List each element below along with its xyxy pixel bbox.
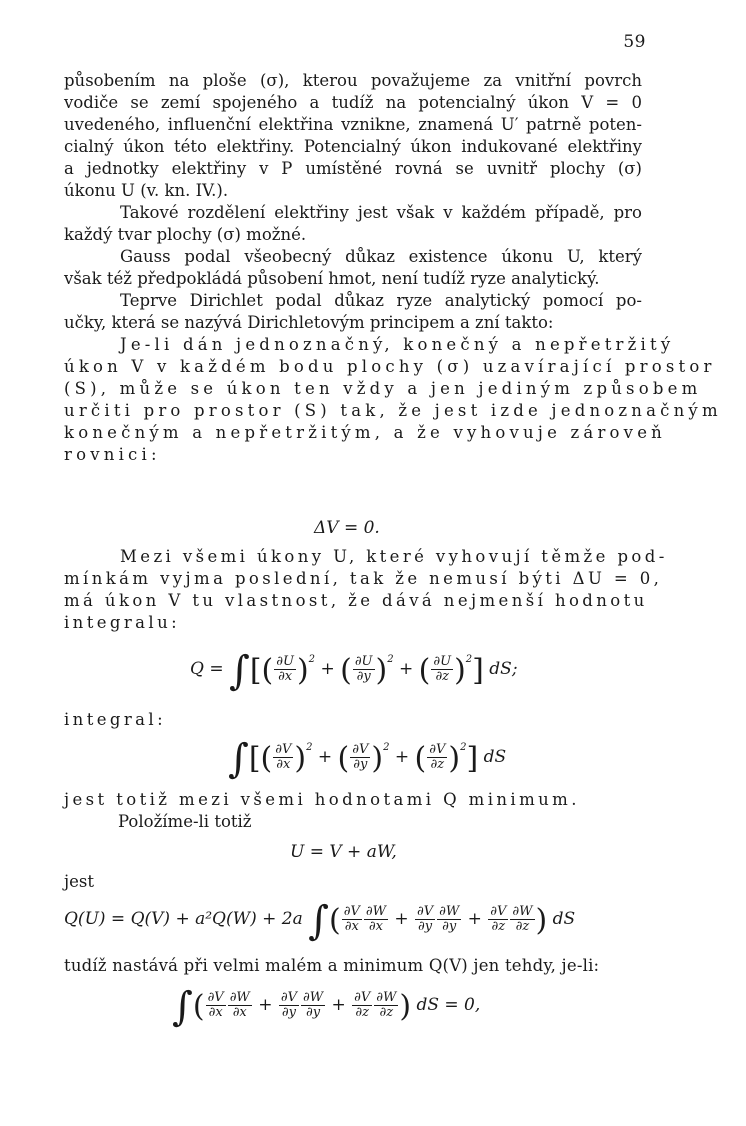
text-line: mínkám vyjma poslední, tak že nemusí býti ΔU = 0, — [64, 569, 663, 588]
page-number: 59 — [623, 32, 646, 52]
equation-variation-condition: ∫( $\frac{\partial V}{\partial x}$ $\frac{\partial W}{\partial x}$ + $\frac{\partial V}{\partial y}$ $\frac{\partial W}{\partial y}$ + $\frac{\partial V}{\partial z}$ $\frac{\partial W}{\partial z}$ ) dS = 0, — [172, 984, 481, 1030]
integral-sign: ∫ — [308, 898, 329, 944]
fraction: $\frac{\partial U}{\partial x}$ — [276, 654, 294, 684]
principle-statement — [64, 334, 722, 466]
text-line: a jednotky elektřiny v P umístěné rovná se uvnitř plochy (σ) — [64, 159, 642, 178]
text-line: má úkon V tu vlastnost, že dává nejmenší hodnotu — [64, 591, 648, 610]
text-line: určiti pro prostor (S) tak, že jest izde jednoznačným — [64, 401, 722, 420]
text-line: vodiče se zemí spojeného a tudíž na potencialný úkon V = 0 — [64, 93, 642, 112]
text-line: však též předpokládá působení hmot, není tudíž ryze analytický. — [64, 269, 600, 288]
fraction: $\frac{\partial V}{\partial y}$ — [280, 990, 297, 1020]
text-line: každý tvar plochy (σ) možné. — [64, 225, 307, 244]
text-line: Teprve Dirichlet podal důkaz ryze analytický pomocí po- — [120, 291, 642, 310]
text-line: Položíme-li totiž — [118, 812, 252, 831]
text-line: konečným a nepřetržitým, a že vyhovuje zároveň — [64, 423, 666, 442]
equation-expansion: Q(U) = Q(V) + a²Q(W) + 2a ∫( $\frac{\partial V}{\partial x}$ $\frac{\partial W}{\partial x}$ + $\frac{\partial V}{\partial y}$ $\frac{\partial W}{\partial y}$ + $\frac{\partial V}{\partial z}$ $\frac{\partial W}{\partial z}$ ) dS — [64, 898, 576, 944]
text-line: úkonu U (v. kn. IV.). — [64, 181, 229, 200]
text-line: (S), může se úkon ten vždy a jen jediným způsobem — [64, 379, 702, 398]
paragraph-4 — [64, 290, 642, 334]
text-line: úkon V v každém bodu plochy (σ) uzavírající prostor — [64, 357, 716, 376]
paragraph-3 — [64, 246, 642, 290]
fraction: $\frac{\partial U}{\partial z}$ — [433, 654, 452, 684]
fraction: $\frac{\partial W}{\partial z}$ — [512, 904, 533, 934]
fraction: $\frac{\partial V}{\partial x}$ — [275, 742, 292, 772]
fraction: $\frac{\partial U}{\partial y}$ — [354, 654, 373, 684]
text-line: Mezi všemi úkony U, které vyhovují těmže pod- — [120, 547, 668, 566]
integral-sign: ∫ — [172, 984, 193, 1030]
fraction: $\frac{\partial W}{\partial y}$ — [439, 904, 460, 934]
fraction: $\frac{\partial V}{\partial z}$ — [354, 990, 371, 1020]
label-integral: integral: — [64, 710, 167, 729]
fraction: $\frac{\partial W}{\partial x}$ — [229, 990, 250, 1020]
fraction: $\frac{\partial V}{\partial x}$ — [207, 990, 224, 1020]
text-line: tudíž nastává při velmi malém a minimum Q(V) jen tehdy, je-li: — [64, 956, 600, 975]
equation-laplace: ΔV = 0. — [314, 518, 380, 538]
eq-tail: dS = 0, — [416, 995, 481, 1015]
text-line: Gauss podal všeobecný důkaz existence úkonu U, který — [120, 247, 642, 266]
text-line: uvedeného, influenční elektřina vznikne, znamená U′ patrně poten- — [64, 115, 642, 134]
fraction: $\frac{\partial W}{\partial y}$ — [302, 990, 324, 1020]
text-line: integralu: — [64, 613, 181, 632]
fraction: $\frac{\partial V}{\partial z}$ — [490, 904, 507, 934]
text-line: rovnici: — [64, 445, 161, 464]
fraction: $\frac{\partial W}{\partial z}$ — [376, 990, 397, 1020]
text-line: učky, která se nazývá Dirichletovým principem a zní takto: — [64, 313, 554, 332]
equation-dirichlet-integral-u: Q = ∫[( $\frac{\partial U}{\partial x}$ )$^2$ + ( $\frac{\partial U}{\partial y}$ )$^2$ + ( $\frac{\partial U}{\partial z}$ )$^2$] dS; — [190, 648, 518, 694]
fraction: $\frac{\partial V}{\partial x}$ — [343, 904, 360, 934]
eq-tail: dS; — [489, 659, 518, 679]
paragraph-6 — [64, 546, 668, 634]
text-line: působením na ploše (σ), kterou považujeme za vnitřní povrch — [64, 71, 642, 90]
integral-sign: ∫ — [228, 736, 249, 782]
text-line: Je-li dán jednoznačný, konečný a nepřetržitý — [120, 335, 675, 354]
eq-tail: dS — [552, 909, 576, 929]
integral-sign: ∫ — [229, 648, 250, 694]
paragraph-1 — [64, 70, 642, 202]
equation-dirichlet-integral-v: ∫[( $\frac{\partial V}{\partial x}$ )$^2$ + ( $\frac{\partial V}{\partial y}$ )$^2$ + ( $\frac{\partial V}{\partial z}$ )$^2$] dS — [228, 736, 507, 782]
paragraph-2 — [64, 202, 642, 246]
text-line: cialný úkon této elektřiny. Potencialný úkon indukované elektřiny — [64, 137, 642, 156]
text-line: jest — [64, 872, 94, 891]
fraction: $\frac{\partial W}{\partial x}$ — [365, 904, 386, 934]
eq-lhs: Q(U) = Q(V) + a²Q(W) + 2a — [64, 909, 303, 929]
body-text — [64, 70, 722, 466]
equation-substitution: U = V + aW, — [290, 842, 397, 862]
fraction: $\frac{\partial V}{\partial y}$ — [352, 742, 369, 772]
text-line: jest totiž mezi všemi hodnotami Q minimum. — [64, 790, 580, 809]
text-line: Takové rozdělení elektřiny jest však v každém případě, pro — [120, 203, 642, 222]
fraction: $\frac{\partial V}{\partial z}$ — [429, 742, 446, 772]
eq-tail: dS — [483, 747, 507, 767]
fraction: $\frac{\partial V}{\partial y}$ — [417, 904, 434, 934]
eq-lhs: Q = — [190, 659, 224, 679]
